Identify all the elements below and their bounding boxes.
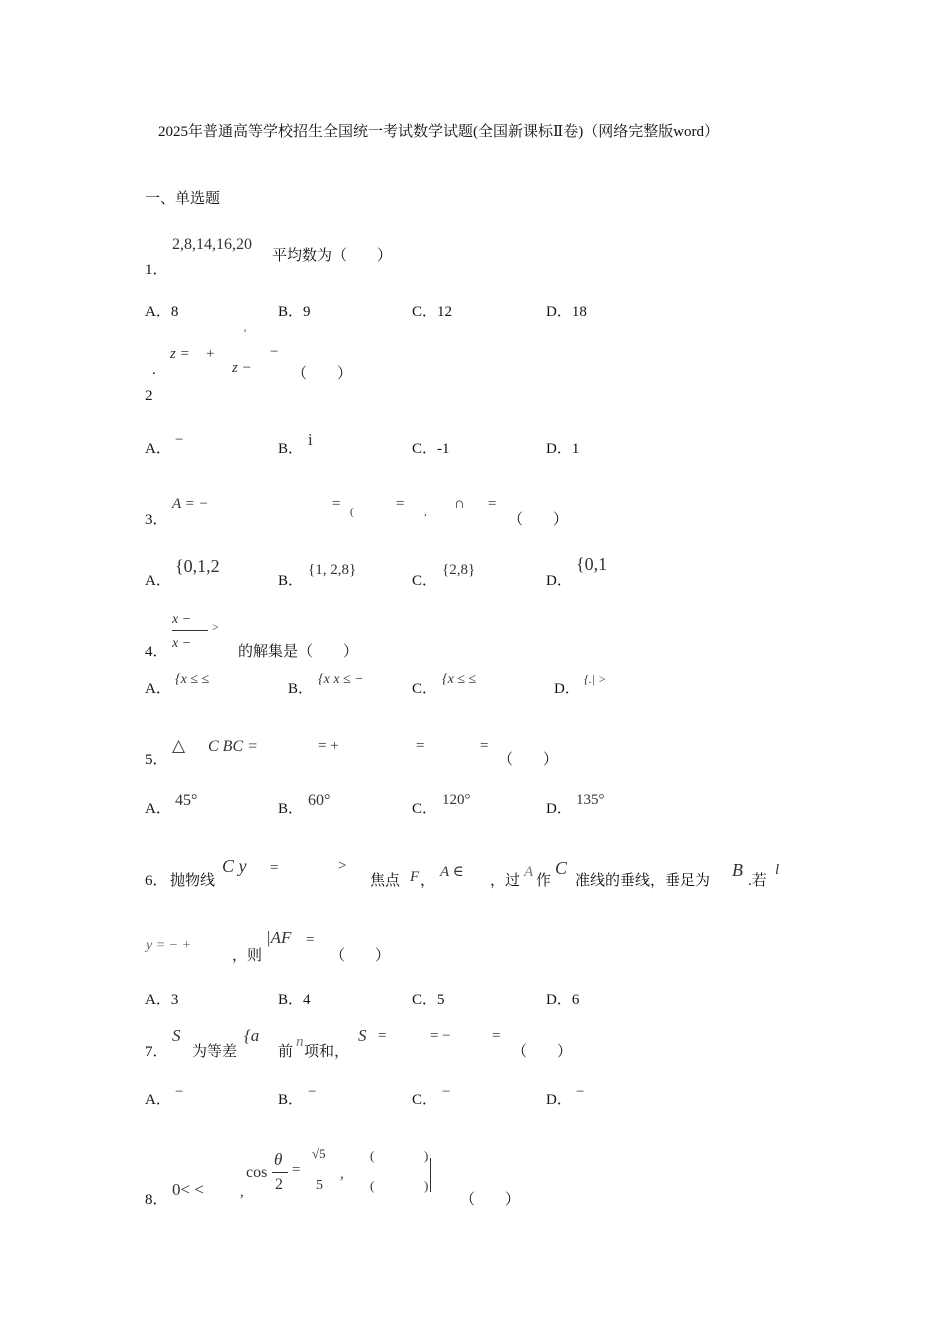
q5-option-b-math: 60° (308, 792, 331, 809)
q3-math-eq3: = (488, 496, 497, 512)
q8-bracket-line (430, 1158, 431, 1192)
q7-number: 7． (145, 1044, 168, 1060)
q6-math-b: B (732, 860, 743, 880)
q4-option-d: D． (554, 681, 580, 697)
q2-number: 2 (145, 388, 153, 404)
q7-option-b-math: − (308, 1084, 317, 1100)
q3-option-d: D． (546, 573, 572, 589)
q8-math-comma: , (240, 1184, 244, 1200)
q2-dot: . (152, 362, 156, 378)
q8-number: 8． (145, 1192, 168, 1208)
q3-math-eq1: = (332, 496, 341, 512)
q6-text-1: 抛物线 (170, 873, 216, 889)
q7-option-b: B． (278, 1092, 304, 1108)
q7-math-a: {a (244, 1026, 260, 1045)
q6-text-2: 焦点 (370, 873, 401, 889)
q1-text: 平均数为（ ） (272, 248, 393, 264)
q6-math-l: l (775, 862, 780, 878)
q6-text-f: F (410, 869, 420, 885)
q6-math-gt: > (338, 858, 347, 874)
q5-math-eq1: = + (318, 738, 339, 754)
q6-option-b: B．4 (278, 992, 311, 1008)
q1-option-c: C．12 (412, 304, 453, 320)
q2-math-prime: ' (244, 326, 247, 340)
q8-math-range: 0< < (172, 1180, 204, 1199)
q4-option-b: B． (288, 681, 314, 697)
q6-text-3: ，过 (490, 873, 521, 889)
q4-frac-bottom: x − (172, 636, 192, 651)
q8-paren-right-top: ) (424, 1148, 429, 1163)
q5-math-bc: C BC = (208, 738, 258, 755)
q4-option-c-math: {x ≤ ≤ (442, 672, 477, 687)
q3-math-eq2: = (396, 496, 405, 512)
q7-math-s2: S (358, 1026, 367, 1045)
q5-option-d: D． (546, 801, 572, 817)
q1-option-b: B．9 (278, 304, 311, 320)
q8-math-comma2: , (340, 1166, 344, 1182)
q6-math-eq: = (270, 860, 279, 876)
q8-math-eq: = (292, 1162, 301, 1178)
q3-math-a: A = − (172, 496, 209, 512)
q7-text-1: 为等差 (192, 1044, 238, 1060)
q5-paren: （ ） (498, 752, 559, 768)
q2-math-zbar: z − (232, 360, 252, 376)
q7-text-2: 前 (278, 1044, 294, 1060)
q2-math-minus: − (270, 344, 279, 360)
q2-option-c: C．-1 (412, 441, 450, 457)
q2-option-d: D．1 (546, 441, 580, 457)
q6-math-a: A (524, 864, 534, 880)
q3-math-paren: ( (350, 506, 354, 518)
q2-math-plus: + (206, 346, 215, 362)
q8-math-two: 2 (275, 1176, 283, 1193)
q7-option-a: A． (145, 1092, 171, 1108)
q6-math-af: |AF (266, 928, 292, 947)
q7-option-c: C． (412, 1092, 438, 1108)
q3-option-a: A． (145, 573, 171, 589)
q6-text-4: 作 (536, 873, 552, 889)
q8-math-five: 5 (316, 1178, 323, 1193)
q2-option-a-math: − (175, 432, 184, 448)
q6-paren: （ ） (330, 948, 391, 964)
q6-option-d: D．6 (546, 992, 580, 1008)
q7-option-c-math: − (442, 1084, 451, 1100)
q8-frac-bar (272, 1172, 288, 1173)
q3-option-b-math: {1, 2,8} (308, 562, 357, 578)
q8-paren-right-bottom: ) (424, 1178, 429, 1193)
q1-number: 1． (145, 262, 168, 278)
q7-option-a-math: − (175, 1084, 184, 1100)
q3-option-d-math: {0,1 (576, 554, 608, 574)
q6-number: 6． (145, 873, 168, 889)
q8-paren-left-top: ( (370, 1148, 375, 1163)
q1-option-a: A．8 (145, 304, 179, 320)
q5-option-a-math: 45° (175, 792, 198, 809)
q7-math-s: S (172, 1026, 181, 1045)
q5-triangle: △ (172, 736, 186, 755)
q8-math-theta: θ (274, 1150, 283, 1169)
q3-number: 3． (145, 512, 168, 528)
q3-option-a-math: {0,1,2 (175, 556, 220, 576)
q2-option-b: B． (278, 441, 304, 457)
q5-option-c-math: 120° (442, 792, 471, 808)
q8-math-sqrt: √5 (312, 1146, 326, 1161)
q5-option-a: A． (145, 801, 171, 817)
q3-paren: （ ） (508, 512, 569, 528)
q5-option-c: C． (412, 801, 438, 817)
q6-math-eq2: = (306, 932, 315, 948)
q1-option-d: D．18 (546, 304, 587, 320)
q5-math-eq3: = (480, 738, 489, 754)
q8-paren-left-bottom: ( (370, 1178, 375, 1193)
q2-option-b-math: i (308, 430, 313, 449)
q7-math-eq3: = (492, 1028, 501, 1044)
q7-math-n: n (296, 1034, 304, 1050)
q6-text-5: 准线的垂线，垂足为 (575, 873, 711, 889)
document-title: 2025年普通高等学校招生全国统一考试数学试题(全国新课标Ⅱ卷)（网络完整版word） (158, 124, 720, 140)
q6-math-a-in: A ∈ (440, 864, 464, 880)
q7-paren: （ ） (512, 1044, 573, 1060)
q8-paren: （ ） (460, 1192, 521, 1208)
q6-text-6: .若 (748, 873, 767, 889)
q3-math-cap: ∩ (454, 496, 465, 512)
q7-text-3: 项和， (304, 1044, 350, 1060)
q4-number: 4． (145, 644, 168, 660)
q4-frac-top: x − (172, 612, 192, 627)
q5-math-eq2: = (416, 738, 425, 754)
q1-math: 2,8,14,16,20 (172, 236, 252, 253)
q3-option-c: C． (412, 573, 438, 589)
q6-math-c-y: C y (222, 856, 247, 876)
q8-math-cos: cos (246, 1164, 268, 1181)
q6-option-c: C．5 (412, 992, 445, 1008)
q3-math-comma: , (424, 506, 427, 518)
q7-option-d: D． (546, 1092, 572, 1108)
q6-text-comma: ， (420, 873, 436, 889)
q4-frac-bar (172, 630, 208, 631)
q4-option-a-math: {x ≤ ≤ (175, 672, 210, 687)
q7-option-d-math: − (576, 1084, 585, 1100)
q3-option-b: B． (278, 573, 304, 589)
q4-option-b-math: {x x ≤ − (318, 672, 364, 687)
q5-option-b: B． (278, 801, 304, 817)
q2-option-a: A． (145, 441, 171, 457)
q7-math-eq2: = − (430, 1028, 451, 1044)
q4-option-c: C． (412, 681, 438, 697)
q4-gt: > (212, 620, 219, 634)
q5-option-d-math: 135° (576, 792, 605, 808)
q7-math-eq1: = (378, 1028, 387, 1044)
q6-math-c: C (555, 858, 568, 878)
q2-paren: （ ） (292, 366, 353, 382)
q4-text: 的解集是（ ） (238, 644, 359, 660)
q2-math-z: z = (170, 346, 190, 362)
q3-option-c-math: {2,8} (442, 562, 476, 578)
q6-option-a: A．3 (145, 992, 179, 1008)
q4-option-a: A． (145, 681, 171, 697)
q6-text-7: ，则 (232, 948, 263, 964)
section-heading: 一、单选题 (145, 191, 221, 207)
q6-math-line: y = − + (146, 938, 192, 953)
q5-number: 5． (145, 752, 168, 768)
q4-option-d-math: {.| > (584, 672, 607, 686)
